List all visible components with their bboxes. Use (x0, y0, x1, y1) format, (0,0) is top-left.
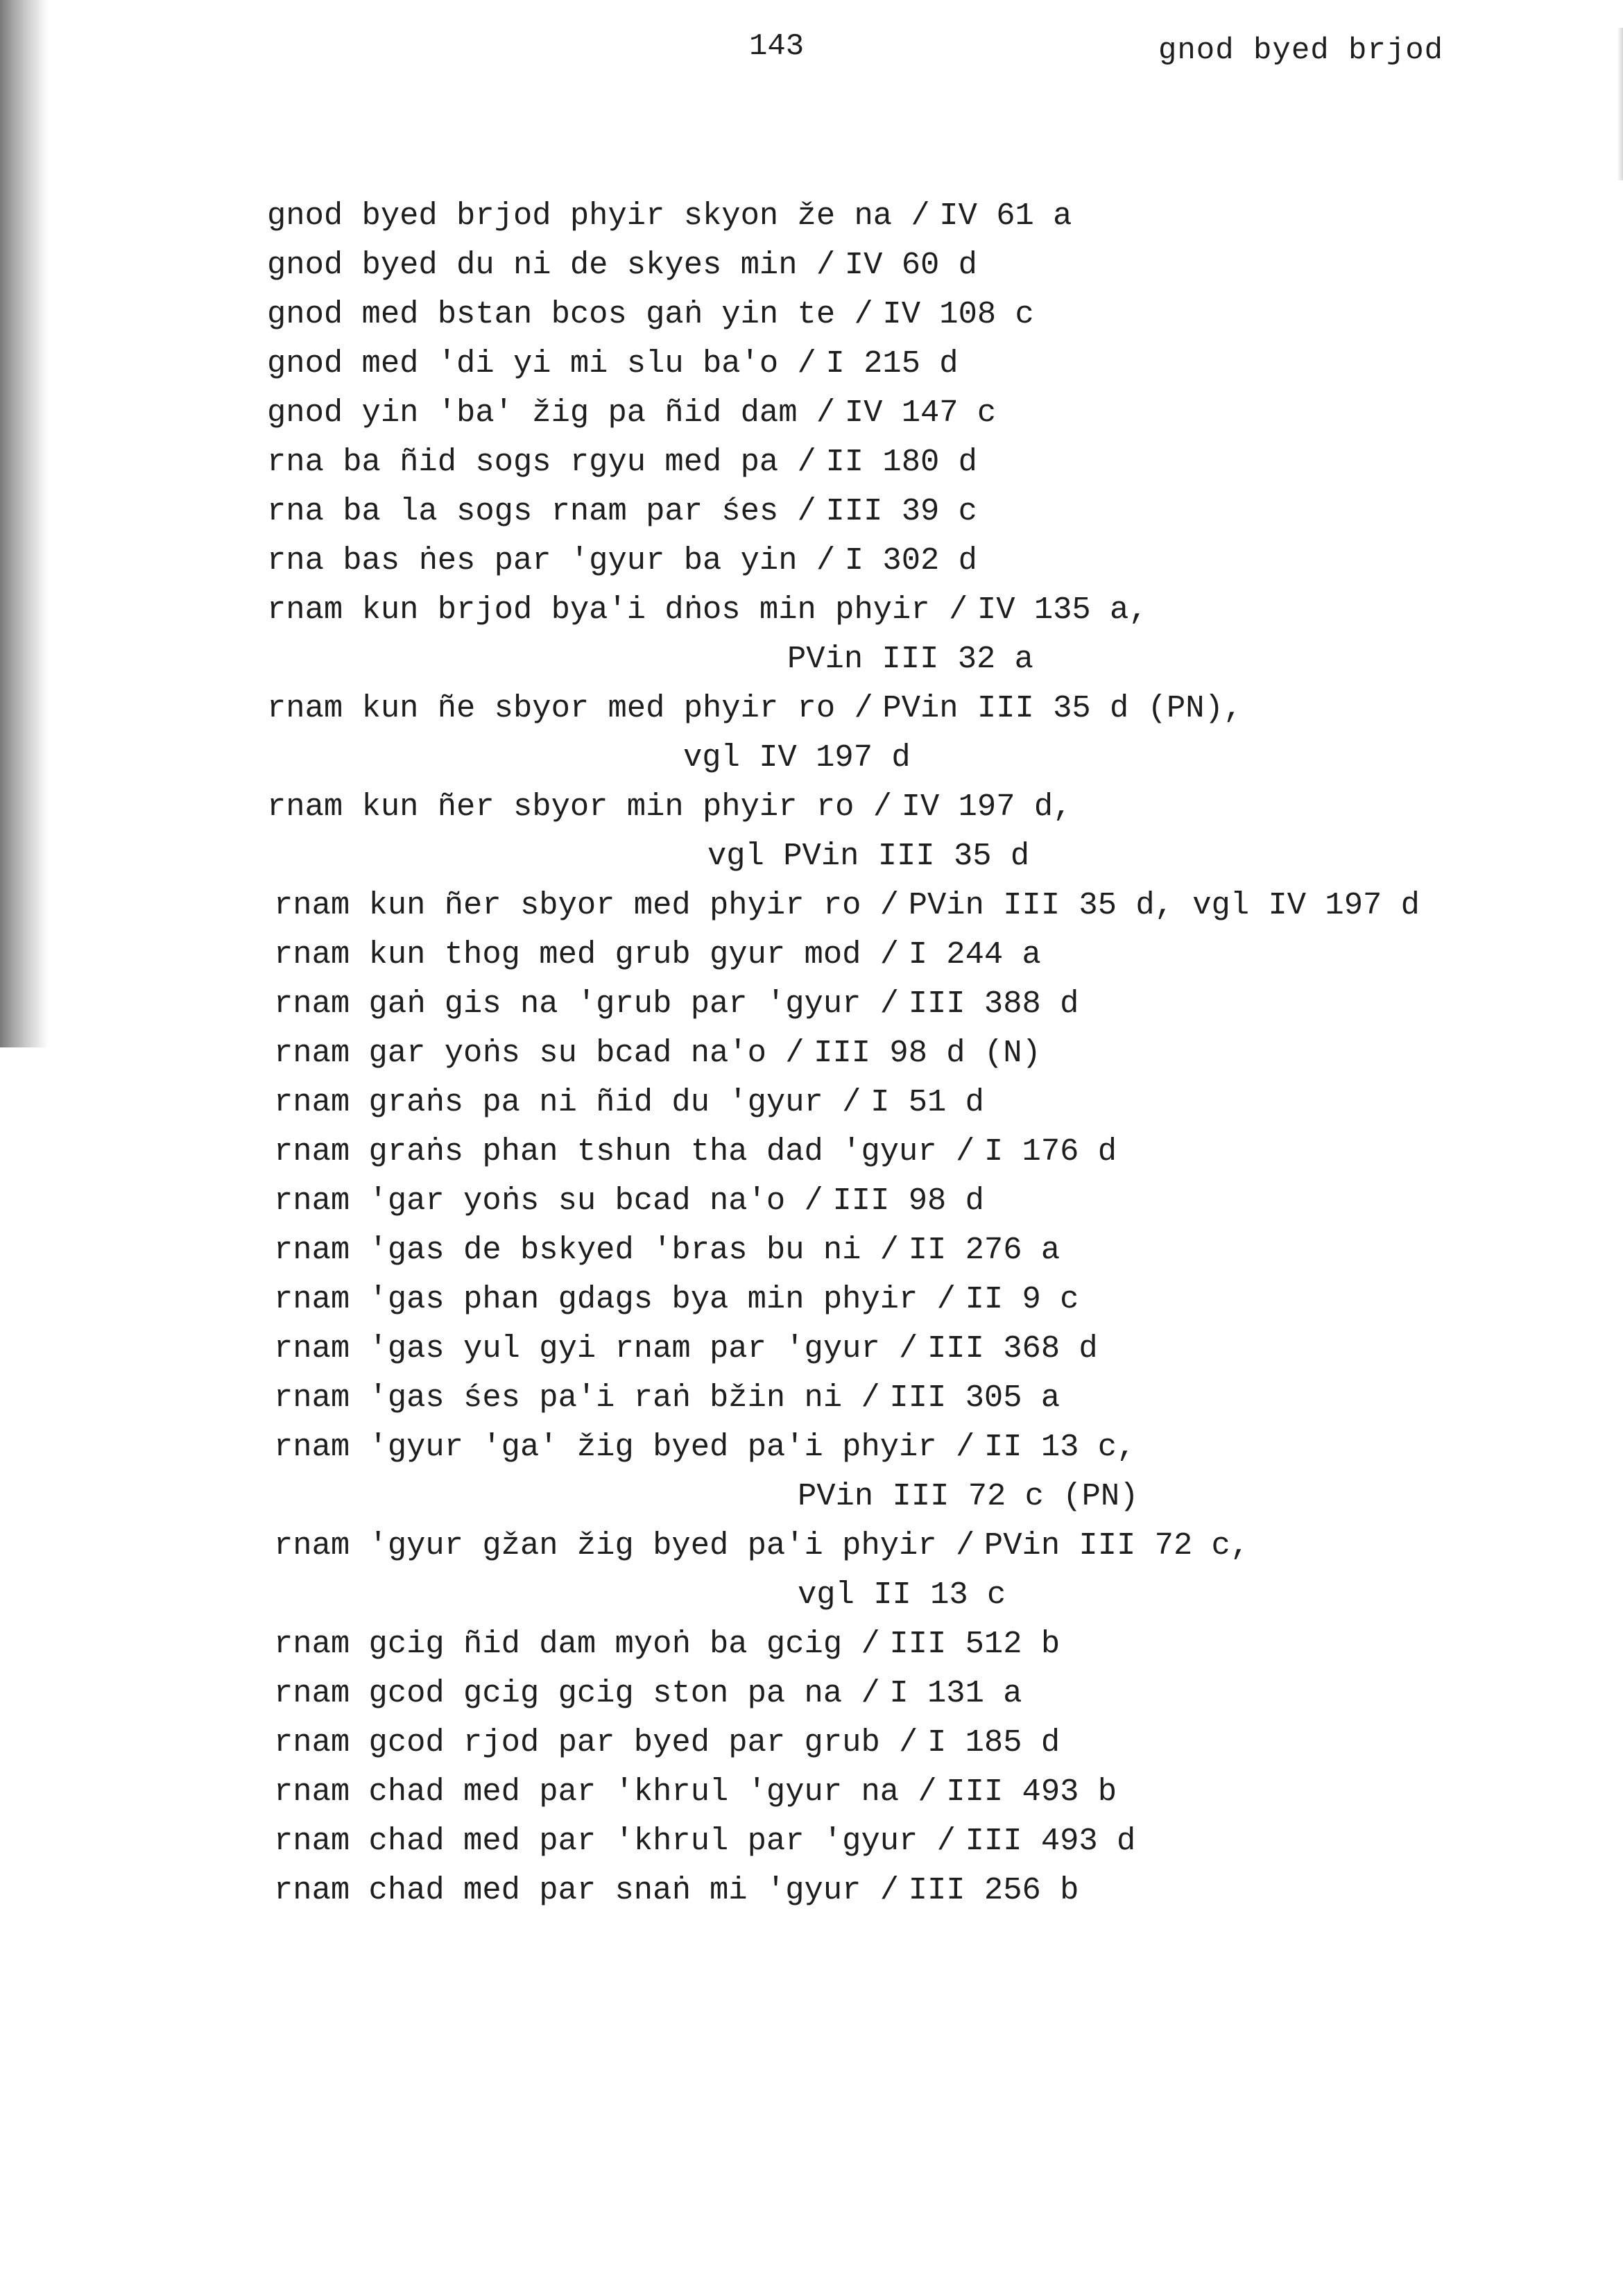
entry-line (274, 1324, 1585, 1373)
entry-line (267, 438, 1585, 487)
verse-reference: PVin III 35 d (PN), (882, 690, 1243, 726)
verse-reference: I 244 a (908, 936, 1041, 973)
verse-text: rnam gcig ñid dam myoṅ ba gcig / (274, 1626, 880, 1662)
verse-reference: I 302 d (844, 542, 977, 579)
entry-line (274, 1176, 1585, 1226)
entry-line (267, 782, 1585, 832)
index-entry (267, 191, 1585, 241)
verse-text: rnam kun brjod bya'i dṅos min phyir / (267, 592, 968, 628)
verse-text: rnam kun ñe sbyor med phyir ro / (267, 690, 873, 726)
verse-text: rnam 'gyur gžan žig byed pa'i phyir / (274, 1527, 975, 1563)
index-entry (267, 339, 1585, 388)
scan-edge-right (1617, 28, 1623, 180)
entry-line (267, 388, 1585, 438)
verse-reference: IV 147 c (844, 395, 997, 431)
verse-reference: III 388 d (908, 986, 1079, 1022)
verse-reference: IV 108 c (882, 296, 1034, 332)
verse-text: rnam graṅs pa ni ñid du 'gyur / (274, 1084, 861, 1120)
verse-reference: III 305 a (889, 1380, 1060, 1416)
index-entry (274, 1324, 1585, 1373)
entry-line (274, 1127, 1585, 1176)
reference-continuation: vgl II 13 c (798, 1577, 1006, 1613)
index-entry (274, 1275, 1585, 1324)
verse-reference: III 493 d (965, 1823, 1136, 1859)
verse-text: rnam 'gas śes pa'i raṅ bžin ni / (274, 1380, 880, 1416)
verse-reference: PVin III 35 d, vgl IV 197 d (908, 887, 1420, 923)
index-entry (274, 1718, 1585, 1767)
entry-line (274, 1029, 1585, 1078)
index-entry (274, 1226, 1585, 1275)
verse-reference: IV 61 a (939, 198, 1072, 234)
index-entry (274, 1176, 1585, 1226)
verse-text: gnod yin 'ba' žig pa ñid dam / (267, 395, 836, 431)
index-entry (274, 1373, 1585, 1423)
verse-reference: III 98 d (832, 1183, 984, 1219)
index-entry (274, 1521, 1585, 1620)
verse-reference: PVin III 72 c, (984, 1527, 1250, 1563)
reference-continuation: vgl PVin III 35 d (707, 838, 1030, 874)
entry-line (274, 881, 1585, 930)
entry-line (274, 1620, 1585, 1669)
index-entry (274, 1669, 1585, 1718)
verse-reference: I 215 d (825, 345, 959, 382)
entry-line (274, 1423, 1585, 1472)
verse-text: gnod byed brjod phyir skyon že na / (267, 198, 930, 234)
index-entry (267, 585, 1585, 684)
verse-text: rnam kun ñer sbyor min phyir ro / (267, 789, 893, 825)
entry-line (267, 684, 1585, 733)
entry-line (267, 191, 1585, 241)
verse-reference: III 493 b (946, 1774, 1117, 1810)
verse-reference: II 276 a (908, 1232, 1060, 1268)
entry-line (274, 1521, 1585, 1570)
verse-text: rnam kun thog med grub gyur mod / (274, 936, 900, 973)
verse-reference: II 13 c, (984, 1429, 1136, 1465)
verse-text: rnam kun ñer sbyor med phyir ro / (274, 887, 900, 923)
verse-reference: III 368 d (927, 1330, 1098, 1367)
page-number: 143 (749, 29, 805, 64)
verse-text: rnam 'gas phan gdags bya min phyir / (274, 1281, 956, 1317)
index-entry (274, 930, 1585, 979)
verse-text: gnod byed du ni de skyes min / (267, 247, 836, 283)
verse-text: rnam 'gar yoṅs su bcad na'o / (274, 1183, 823, 1219)
verse-reference: II 9 c (965, 1281, 1079, 1317)
index-entry (274, 1078, 1585, 1127)
verse-text: rna ba ñid sogs rgyu med pa / (267, 444, 816, 480)
verse-text: rnam chad med par 'khrul 'gyur na / (274, 1774, 937, 1810)
reference-continuation: PVin III 32 a (787, 641, 1033, 677)
verse-reference: IV 60 d (844, 247, 977, 283)
index-entry (274, 1423, 1585, 1521)
entry-line (267, 290, 1585, 339)
verse-text: rnam chad med par 'khrul par 'gyur / (274, 1823, 956, 1859)
verse-reference: III 98 d (N) (814, 1035, 1041, 1071)
index-entry (267, 684, 1585, 782)
verse-text: rnam 'gas yul gyi rnam par 'gyur / (274, 1330, 918, 1367)
verse-text: rnam chad med par snaṅ mi 'gyur / (274, 1872, 900, 1908)
entry-line (267, 536, 1585, 585)
index-entry (267, 388, 1585, 438)
verse-text: rna bas ṅes par 'gyur ba yin / (267, 542, 836, 579)
verse-reference: I 51 d (870, 1084, 984, 1120)
verse-text: rnam gaṅ gis na 'grub par 'gyur / (274, 986, 900, 1022)
reference-continuation: vgl IV 197 d (683, 739, 911, 776)
index-entry (274, 979, 1585, 1029)
verse-text: gnod med bstan bcos gaṅ yin te / (267, 296, 873, 332)
entry-line (274, 1767, 1585, 1817)
entry-line (274, 1817, 1585, 1866)
verse-reference: II 180 d (825, 444, 977, 480)
verse-reference: I 176 d (984, 1133, 1117, 1170)
verse-reference: III 512 b (889, 1626, 1060, 1662)
verse-reference: I 185 d (927, 1724, 1060, 1760)
index-entry (274, 1767, 1585, 1817)
entry-line (274, 1866, 1585, 1915)
entry-line (274, 930, 1585, 979)
index-entry (267, 487, 1585, 536)
index-entry (274, 1029, 1585, 1078)
verse-text: rnam gar yoṅs su bcad na'o / (274, 1035, 805, 1071)
entry-line (267, 241, 1585, 290)
index-entry (267, 241, 1585, 290)
verse-reference: III 256 b (908, 1872, 1079, 1908)
verse-text: rnam gcod gcig gcig ston pa na / (274, 1675, 880, 1711)
running-head: gnod byed brjod (1158, 33, 1444, 68)
index-entry (274, 1866, 1585, 1915)
index-entry (267, 438, 1585, 487)
entry-line (274, 1373, 1585, 1423)
verse-text: gnod med 'di yi mi slu ba'o / (267, 345, 816, 382)
reference-continuation: PVin III 72 c (PN) (798, 1478, 1139, 1514)
index-entry (274, 1127, 1585, 1176)
index-entry (274, 1817, 1585, 1866)
verse-text: rna ba la sogs rnam par śes / (267, 493, 816, 529)
index-entry (267, 536, 1585, 585)
entry-line (274, 979, 1585, 1029)
verse-text: rnam 'gyur 'ga' žig byed pa'i phyir / (274, 1429, 975, 1465)
verse-reference: IV 135 a, (977, 592, 1148, 628)
entry-line (274, 1226, 1585, 1275)
verse-text: rnam graṅs phan tshun tha dad 'gyur / (274, 1133, 975, 1170)
verse-reference: III 39 c (825, 493, 977, 529)
entry-line (267, 585, 1585, 635)
verse-reference: IV 197 d, (901, 789, 1072, 825)
scan-edge-shadow (0, 0, 49, 1047)
index-entry (274, 881, 1585, 930)
verse-text: rnam gcod rjod par byed par grub / (274, 1724, 918, 1760)
entry-line (274, 1275, 1585, 1324)
entry-line (267, 339, 1585, 388)
index-entry (274, 1620, 1585, 1669)
entry-line (274, 1669, 1585, 1718)
verse-reference: I 131 a (889, 1675, 1022, 1711)
entry-line (274, 1078, 1585, 1127)
index-entry (267, 782, 1585, 881)
index-entry (267, 290, 1585, 339)
entry-line (267, 487, 1585, 536)
verse-index-list (267, 191, 1585, 1915)
verse-text: rnam 'gas de bskyed 'bras bu ni / (274, 1232, 900, 1268)
entry-line (274, 1718, 1585, 1767)
